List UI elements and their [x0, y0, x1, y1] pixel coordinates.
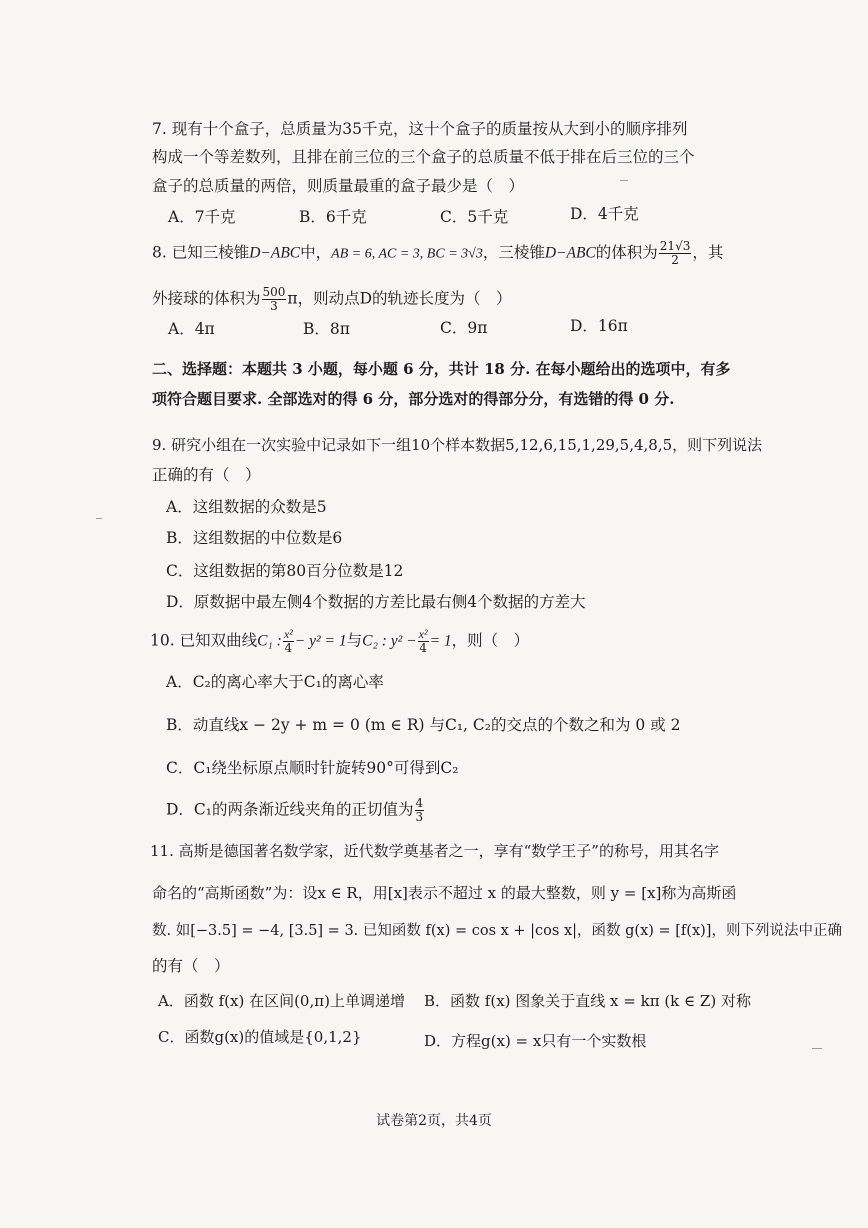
q8-ball-fraction — [262, 286, 287, 313]
q8-option-d: D．16π — [570, 317, 628, 335]
q7-line3: 盒子的总质量的两倍，则质量最重的盒子最少是（ ） — [152, 177, 525, 195]
q7-option-d: D．4千克 — [570, 205, 639, 223]
q11-option-b: B．函数 f(x) 图象关于直线 x = kπ (k ∈ Z) 对称 — [424, 992, 751, 1010]
q7-option-a: A．7千克 — [168, 208, 236, 226]
section2-line2: 项符合题目要求. 全部选对的得 6 分，部分选对的得部分分，有选错的得 0 分. — [152, 390, 675, 408]
q7-option-c: C．5千克 — [440, 208, 509, 226]
q7-line1: 7. 现有十个盒子，总质量为35千克，这十个盒子的质量按从大到小的顺序排列 — [152, 120, 688, 138]
q10-option-d-denominator: 3 — [415, 810, 424, 824]
q11-line4: 的有（ ） — [152, 957, 230, 975]
q8-tetrahedron: D−ABC — [249, 244, 301, 262]
q10-c1-fraction — [283, 628, 294, 655]
q11-option-c: C．函数g(x)的值域是{0,1,2} — [158, 1028, 362, 1046]
q10-c1-numerator: x² — [283, 627, 293, 641]
q10-c2-fraction — [418, 628, 429, 655]
q8-option-c: C．9π — [440, 319, 488, 337]
q7-option-b: B．6千克 — [299, 208, 367, 226]
q10-text-b: ，则（ ） — [451, 631, 530, 650]
q9-option-c: C．这组数据的第80百分位数是12 — [166, 562, 404, 580]
q11-line2: 命名的“高斯函数”为：设x ∈ R，用[x]表示不超过 x 的最大整数，则 y = [x]称为高斯函 — [152, 884, 737, 902]
section2-line1: 二、选择题：本题共 3 小题，每小题 6 分，共计 18 分. 在每小题给出的选项中，有多 — [152, 360, 731, 378]
q11-option-d: D．方程g(x) = x只有一个实数根 — [424, 1032, 647, 1050]
q10-option-d — [166, 797, 425, 824]
q10-c1-rest: − y² = 1 — [294, 632, 347, 650]
page-footer: 试卷第2页，共4页 — [376, 1113, 492, 1129]
scan-speck — [620, 180, 628, 181]
q10-option-b: B．动直线x − 2y + m = 0 (m ∈ R) 与C₁, C₂的交点的个数之和为 0 或 2 — [166, 716, 681, 734]
q8-line1 — [152, 240, 723, 267]
q11-line3: 数. 如[−3.5] = −4, [3.5] = 3. 已知函数 f(x) = cos x + |cos x|，函数 g(x) = [f(x)]，则下列说法中正确 — [152, 923, 842, 939]
q8-text-d: 的体积为 — [595, 243, 658, 262]
q10-option-a: A．C₂的离心率大于C₁的离心率 — [166, 673, 384, 691]
scan-speck — [96, 518, 102, 519]
q11-option-a: A．函数 f(x) 在区间(0,π)上单调递增 — [158, 992, 405, 1010]
q8-tetrahedron-2: D−ABC — [544, 244, 596, 262]
q10-text-mid: 与 — [346, 631, 363, 650]
q8-line2 — [152, 286, 512, 313]
q10-c2-numerator: x² — [418, 627, 428, 641]
q8-option-a: A．4π — [168, 320, 215, 338]
q10-text-a: 10. 已知双曲线 — [150, 631, 258, 650]
q8-option-b: B．8π — [303, 320, 350, 338]
q8-text-a: 8. 已知三棱锥 — [152, 243, 250, 262]
q8-volume-fraction — [659, 240, 692, 267]
q10-c1-denominator: 4 — [284, 641, 293, 655]
q8-text-c: ，三棱锥 — [482, 243, 545, 262]
q10-c2-denominator: 4 — [419, 641, 427, 655]
q11-line1: 11. 高斯是德国著名数学家，近代数学奠基者之一，享有“数学王子”的称号，用其名字 — [150, 842, 719, 860]
q8-volume-denominator: 2 — [671, 253, 679, 267]
q10-c2-rest: = 1 — [429, 632, 452, 650]
q9-line2: 正确的有（ ） — [152, 466, 261, 484]
q8-text-e: ，其 — [692, 243, 724, 262]
q9-option-a: A．这组数据的众数是5 — [166, 498, 327, 516]
q9-line1: 9. 研究小组在一次实验中记录如下一组10个样本数据5,12,6,15,1,29,5,4,8,5，则下列说法 — [152, 436, 763, 454]
q9-option-b: B．这组数据的中位数是6 — [166, 529, 343, 547]
q9-option-d: D．原数据中最左侧4个数据的方差比最右侧4个数据的方差大 — [166, 593, 586, 611]
q10-option-d-text: D．C₁的两条渐近线夹角的正切值为 — [166, 800, 414, 819]
q8-volume-numerator: 21√3 — [659, 239, 691, 253]
q10-option-c: C．C₁绕坐标原点顺时针旋转90°可得到C₂ — [166, 759, 459, 777]
q10-option-d-numerator: 4 — [415, 796, 424, 810]
q8-ball-denominator: 3 — [270, 299, 278, 313]
q8-ball-numerator: 500 — [262, 285, 286, 299]
scan-speck — [812, 1048, 822, 1049]
q10-c2: C₂ : y² − — [362, 632, 417, 650]
q8-text-f: 外接球的体积为 — [152, 289, 261, 308]
q10-c1: C₁ : — [257, 632, 282, 650]
q7-line2: 构成一个等差数列，且排在前三位的三个盒子的总质量不低于排在后三位的三个 — [152, 148, 695, 166]
q8-text-b: 中， — [300, 243, 332, 262]
q8-conditions: AB = 6, AC = 3, BC = 3√3 — [331, 246, 483, 262]
q10-option-d-fraction — [415, 797, 425, 824]
q8-text-g: ，则动点D的轨迹长度为（ ） — [297, 289, 512, 308]
q8-pi: π — [287, 289, 298, 308]
q10-line1 — [150, 628, 529, 655]
